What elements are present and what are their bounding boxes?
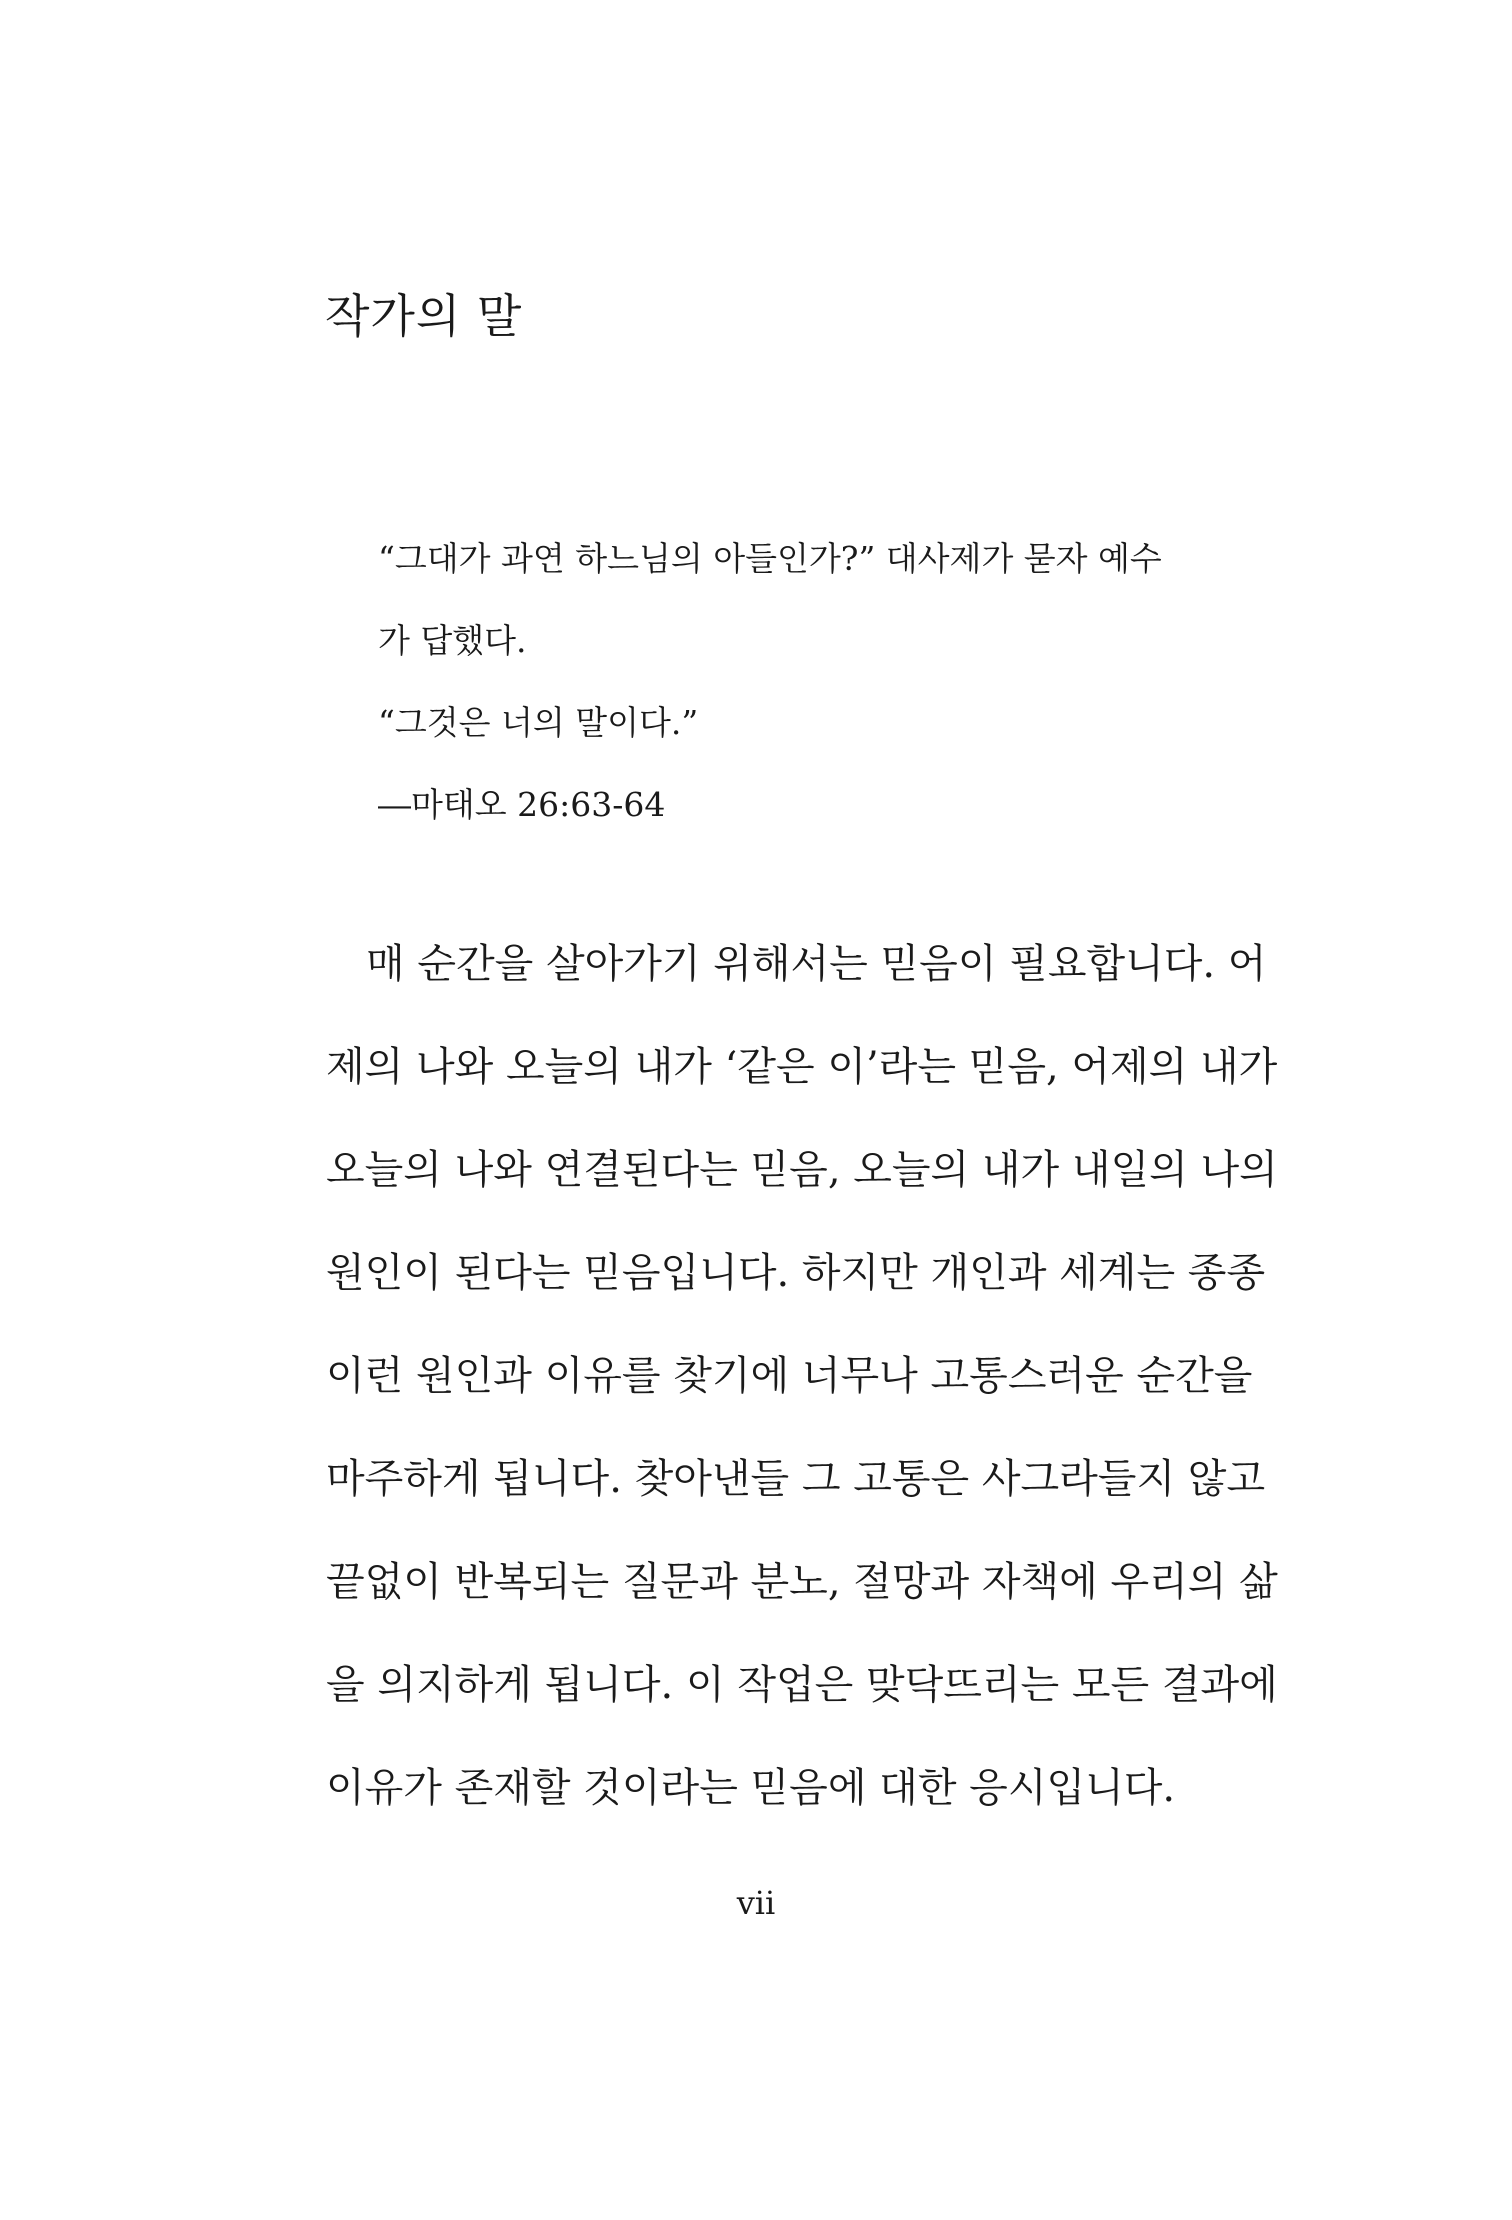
- body-line: 마주하게 됩니다. 찾아낸들 그 고통은 사그라들지 않고: [326, 1456, 1266, 1502]
- section-heading: 작가의 말: [325, 289, 523, 343]
- page-number: vii: [736, 1884, 776, 1922]
- body-paragraph: [326, 913, 1278, 1840]
- epigraph: [378, 518, 1258, 846]
- body-line: 이런 원인과 이유를 찾기에 너무나 고통스러운 순간을: [326, 1353, 1253, 1399]
- body-line: 제의 나와 오늘의 내가 ‘같은 이’라는 믿음, 어제의 내가: [326, 1044, 1278, 1090]
- body-line: 오늘의 나와 연결된다는 믿음, 오늘의 내가 내일의 나의: [326, 1147, 1278, 1193]
- body-line: 매 순간을 살아가기 위해서는 믿음이 필요합니다. 어: [326, 941, 1267, 987]
- epigraph-line: “그대가 과연 하느님의 아들인가?” 대사제가 묻자 예수: [378, 539, 1162, 578]
- body-line: 원인이 된다는 믿음입니다. 하지만 개인과 세계는 종종: [326, 1250, 1266, 1296]
- epigraph-line: “그것은 너의 말이다.”: [378, 703, 699, 742]
- epigraph-source: ―마태오 26:63-64: [378, 785, 666, 824]
- body-line: 을 의지하게 됩니다. 이 작업은 맞닥뜨리는 모든 결과에: [326, 1662, 1278, 1708]
- body-line: 끝없이 반복되는 질문과 분노, 절망과 자책에 우리의 삶: [326, 1559, 1278, 1605]
- body-line: 이유가 존재할 것이라는 믿음에 대한 응시입니다.: [326, 1765, 1176, 1811]
- epigraph-line: 가 답했다.: [378, 621, 527, 660]
